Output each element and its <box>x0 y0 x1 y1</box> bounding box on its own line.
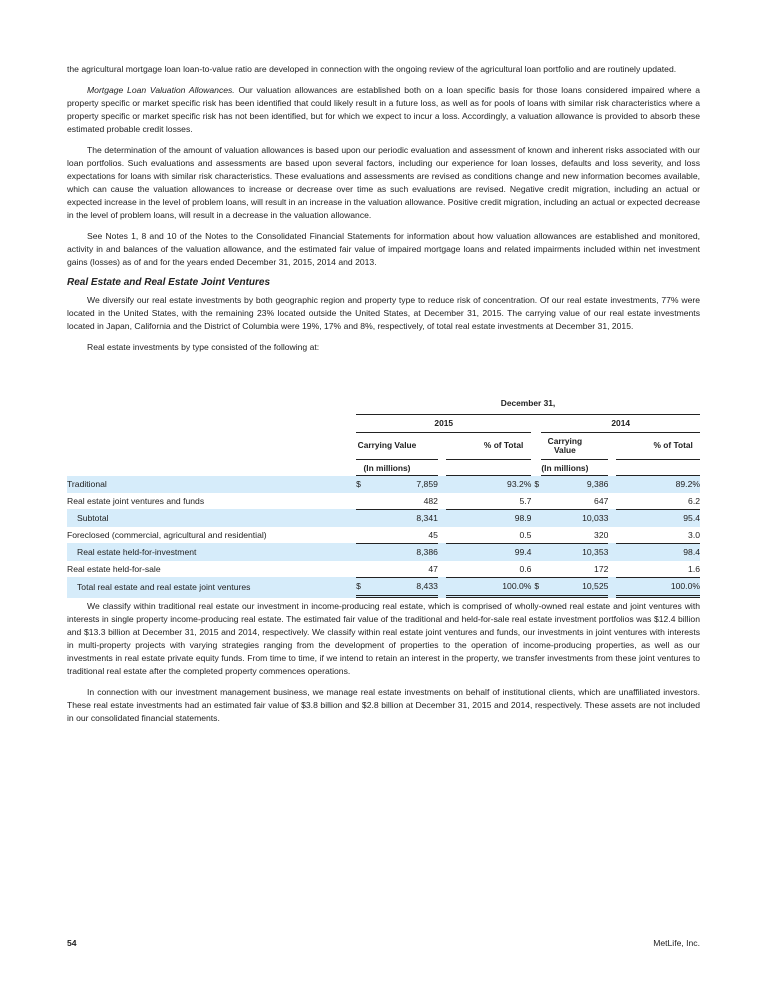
paragraph-mlva <box>67 84 700 136</box>
mlva-title: Mortgage Loan Valuation Allowances. <box>87 85 235 95</box>
pct-2014: 6.2 <box>688 495 700 506</box>
company-name: MetLife, Inc. <box>653 938 700 948</box>
row-label: Real estate held-for-investment <box>67 543 356 561</box>
paragraph: the agricultural mortgage loan loan-to-value ratio are developed in connection with the ongoing review of the agricultural loan portfolio and are routinely updated. <box>67 64 677 74</box>
currency-symbol: $ <box>356 476 366 493</box>
header-date: December 31, <box>356 398 700 415</box>
table-row <box>67 543 700 561</box>
carrying-2015: 45 <box>428 529 438 540</box>
carrying-2014: 647 <box>594 495 609 506</box>
page-footer <box>67 938 700 948</box>
pct-2015: 93.2% <box>446 476 532 493</box>
paragraph: In connection with our investment management business, we manage real estate investments on behalf of institutional clients, which are unaffiliated investors. These real estate investments had an estimated fair value of $3.8 billion and $2.8 billion at December 31, 2015 and 2014, respectively. These assets are not included in our consolidated financial statements. <box>67 687 700 723</box>
row-label: Foreclosed (commercial, agricultural and residential) <box>67 529 267 540</box>
pct-2015: 0.5 <box>519 529 532 540</box>
paragraph: The determination of the amount of valuation allowances is based upon our periodic evaluation and assessment of known and inherent risks associated with our loan portfolios. Such evaluations and assessments are based upon several factors, including our experience for loan losses, defaults and loss severity, and loss expectations for loans with similar risk characteristics. These evaluations and assessments are revised as conditions change and new information becomes available, which can cause the valuation allowances to increase or decrease over time as such evaluations are revised. Negative credit migration, including an actual or expected increase in the level of problem loans, will result in an increase in the valuation allowance. Positive credit migration, including an actual or expected decrease in the level of problem loans, will result in a decrease in the valuation allowance. <box>67 145 700 220</box>
table-row-total <box>67 577 700 598</box>
units-2015: (In millions) <box>356 460 438 477</box>
carrying-2015: 482 <box>423 495 438 506</box>
header-carrying-2015: Carrying Value <box>356 433 438 460</box>
table-row <box>67 509 700 527</box>
carrying-2014: 10,525 <box>541 577 608 598</box>
header-year-2014: 2014 <box>541 415 700 433</box>
upper-text <box>67 63 700 362</box>
carrying-2014: 10,353 <box>541 543 608 561</box>
paragraph: We diversify our real estate investments by both geographic region and property type to reduce risk of concentration. Of our real estate investments, 77% were located in the United States, with the remaining 23% located outside the United States, at December 31, 2015. The carrying value of our real estate investments located in Japan, California and the District of Columbia were 19%, 17% and 8%, respectively, of total real estate investments at December 31, 2015. <box>67 295 700 331</box>
table-row <box>67 561 700 578</box>
real-estate-table <box>67 398 700 598</box>
paragraph: See Notes 1, 8 and 10 of the Notes to the Consolidated Financial Statements for information about how valuation allowances are established and monitored, activity in and balances of the valuation allowance, and the estimated fair value of impaired mortgage loans and related impairments included within net investment gains (losses) as of and for the years ended December 31, 2015, 2014 and 2013. <box>67 231 700 267</box>
header-year-2015: 2015 <box>356 415 531 433</box>
table-row <box>67 527 700 544</box>
mlva-body: Our valuation allowances are established both on a loan specific basis for those loans considered impaired where a property specific or market specific risk has been identified that could likely result in a future loss, as well as for pools of loans with similar risk characteristics where a property specific or market specific risk has not been identified, but for which we expect to incur a loss. Accordingly, a valuation allowance is provided to absorb these estimated probable credit losses. <box>67 85 700 134</box>
pct-2015: 100.0% <box>446 577 532 598</box>
carrying-2015: 8,386 <box>366 543 438 561</box>
currency-symbol: $ <box>531 476 541 493</box>
carrying-2015: 7,859 <box>366 476 438 493</box>
carrying-2014: 9,386 <box>541 476 608 493</box>
carrying-2015: 8,341 <box>366 509 438 527</box>
table-row <box>67 493 700 510</box>
carrying-2014: 10,033 <box>541 509 608 527</box>
row-label: Real estate joint ventures and funds <box>67 495 205 506</box>
header-pct-2014: % of Total <box>616 433 700 460</box>
pct-2014: 98.4 <box>616 543 700 561</box>
paragraph: We classify within traditional real estate our investment in income-producing real estate, which is comprised of wholly-owned real estate and joint ventures with interests in single property income-producing real estate. The estimated fair value of the traditional and held-for-sale real estate investment portfolios was $12.4 billion and $13.3 billion at December 31, 2015 and 2014, respectively. We classify within real estate joint ventures and funds, our investments in joint ventures with interests in multi-property projects with varying strategies ranging from the development of properties to the operation of income-producing properties, as well as our investments in real estate private equity funds. From time to time, if we intend to retain an interest in the property, we transfer investments from these joint ventures to traditional real estate after the completed property commences operations. <box>67 601 700 676</box>
pct-2015: 99.4 <box>446 543 532 561</box>
pct-2015: 0.6 <box>519 563 532 574</box>
row-label: Total real estate and real estate joint ventures <box>67 577 356 598</box>
units-2014: (In millions) <box>541 460 608 477</box>
row-label: Traditional <box>67 476 356 493</box>
currency-symbol: $ <box>356 577 366 598</box>
lower-text <box>67 600 700 733</box>
pct-2014: 89.2% <box>616 476 700 493</box>
paragraph: Real estate investments by type consisted of the following at: <box>87 342 320 352</box>
carrying-2015: 8,433 <box>366 577 438 598</box>
carrying-2014: 320 <box>594 529 609 540</box>
pct-2014: 3.0 <box>688 529 700 540</box>
pct-2014: 1.6 <box>688 563 700 574</box>
pct-2015: 5.7 <box>519 495 532 506</box>
row-label: Real estate held-for-sale <box>67 563 161 574</box>
header-carrying-2014: Carrying Value <box>541 433 608 460</box>
pct-2015: 98.9 <box>446 509 532 527</box>
carrying-2014: 172 <box>594 563 609 574</box>
section-heading: Real Estate and Real Estate Joint Ventures <box>67 277 271 288</box>
header-pct-2015: % of Total <box>446 433 532 460</box>
carrying-2015: 47 <box>428 563 438 574</box>
table-row <box>67 476 700 493</box>
pct-2014: 95.4 <box>616 509 700 527</box>
row-label: Subtotal <box>67 509 356 527</box>
currency-symbol: $ <box>531 577 541 598</box>
pct-2014: 100.0% <box>616 577 700 598</box>
page-number: 54 <box>67 938 77 948</box>
